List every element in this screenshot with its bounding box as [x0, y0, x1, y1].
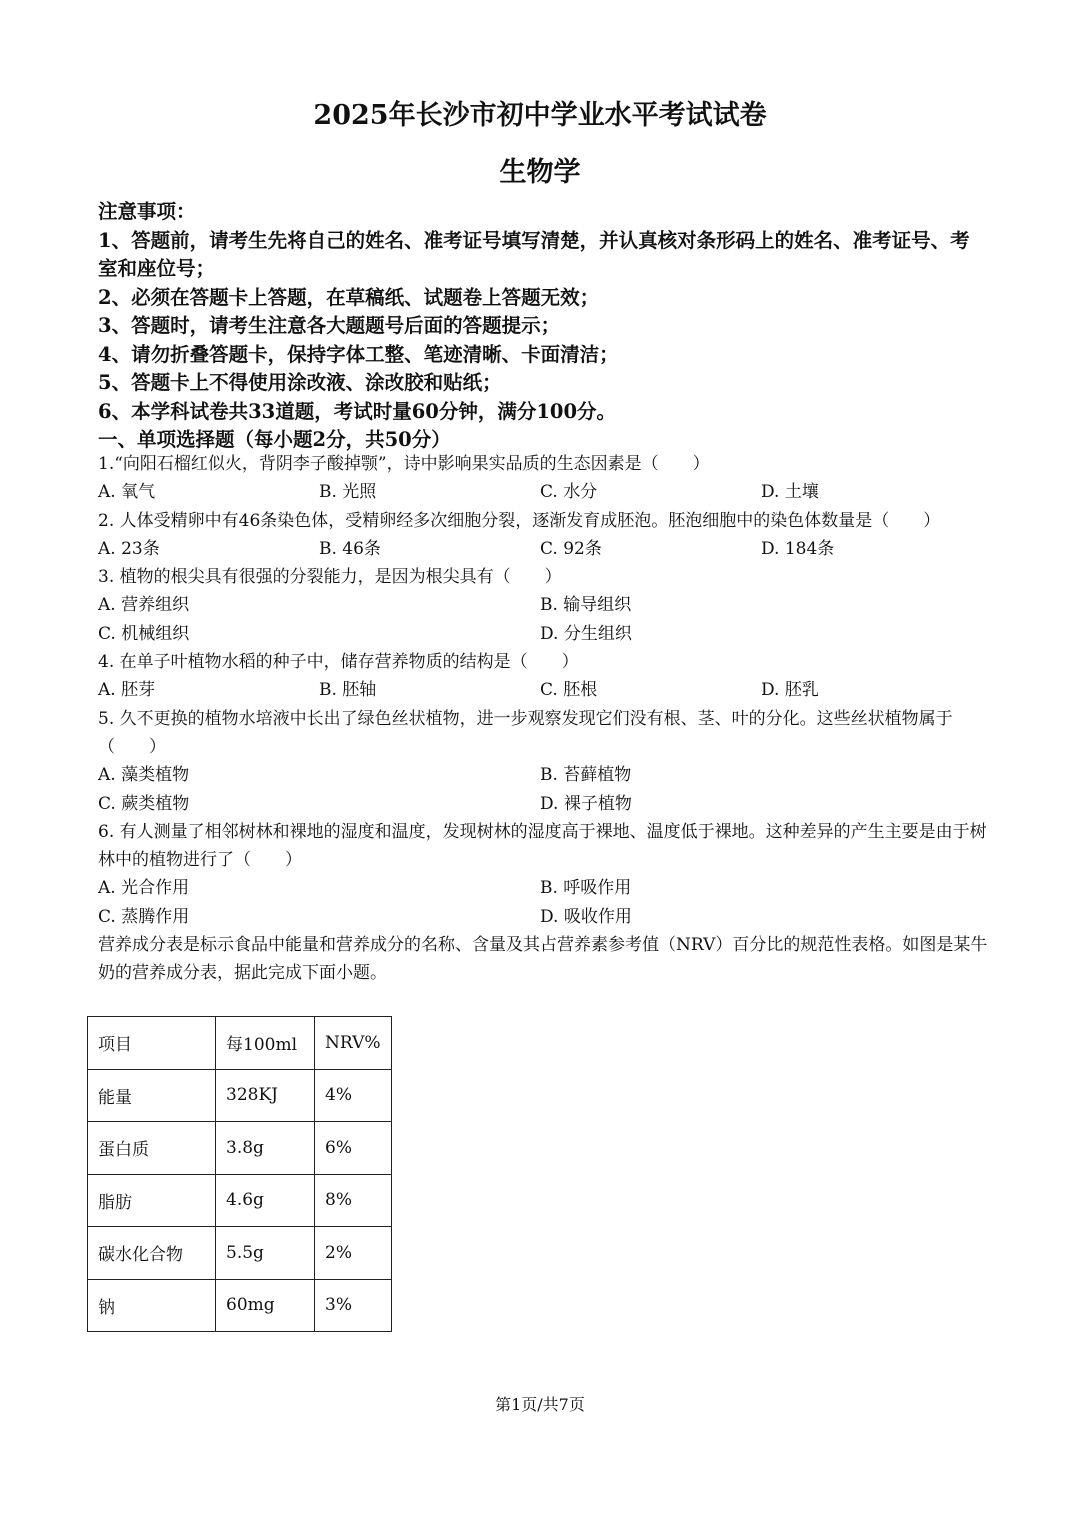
question-stem: 6. 有人测量了相邻树林和裸地的湿度和温度，发现树林的湿度高于裸地、温度低于裸地。这种差异的产生主要是由于树林中的植物进行了（ ） [98, 821, 987, 871]
table-row [88, 1279, 392, 1332]
table-cell: 蛋白质 [88, 1122, 216, 1175]
notice-item: 1、答题前，请考生先将自己的姓名、准考证号填写清楚，并认真核对条形码上的姓名、准考证号、考室和座位号； [98, 228, 970, 280]
option: D. 土壤 [761, 482, 819, 503]
notice-item: 6、本学科试卷共33道题，考试时量60分钟，满分100分。 [98, 399, 617, 423]
questions-block [98, 450, 988, 988]
table-header-row [88, 1017, 392, 1070]
option: B. 胚轴 [319, 680, 377, 701]
table-header-cell: 每100ml [216, 1017, 315, 1070]
question-options [98, 535, 988, 563]
table-cell: 4% [315, 1069, 392, 1122]
notice-item: 2、必须在答题卡上答题，在草稿纸、试题卷上答题无效； [98, 285, 600, 309]
option: B. 呼吸作用 [540, 878, 632, 899]
option: A. 藻类植物 [98, 765, 190, 786]
option: D. 吸收作用 [540, 906, 632, 927]
page-number: 第1页/共7页 [495, 1395, 585, 1414]
table-cell: 5.5g [216, 1227, 315, 1280]
option: A. 光合作用 [98, 878, 190, 899]
section-heading: 一、单项选择题（每小题2分，共50分） [98, 428, 451, 451]
question-stem: 3. 植物的根尖具有很强的分裂能力，是因为根尖具有（ ） [98, 567, 562, 588]
option: A. 营养组织 [98, 595, 190, 616]
option: A. 胚芽 [98, 680, 156, 701]
table-cell: 3% [315, 1279, 392, 1332]
option: D. 分生组织 [540, 623, 632, 644]
table-row [88, 1069, 392, 1122]
question-stem: 5. 久不更换的植物水培液中长出了绿色丝状植物，进一步观察发现它们没有根、茎、叶的分化。这些丝状植物属于（ ） [98, 708, 953, 757]
notice-block [98, 198, 988, 455]
option: D. 胚乳 [761, 680, 819, 701]
table-cell: 2% [315, 1227, 392, 1280]
option: C. 胚根 [540, 680, 598, 701]
table-cell: 6% [315, 1122, 392, 1175]
table-cell: 328KJ [216, 1069, 315, 1122]
table-cell: 脂肪 [88, 1174, 216, 1227]
question-options [98, 903, 988, 931]
subject-title: 生物学 [499, 157, 581, 188]
question-options [98, 761, 988, 789]
table-cell: 钠 [88, 1279, 216, 1332]
option: B. 输导组织 [540, 595, 632, 616]
question-options [98, 676, 988, 704]
option: D. 裸子植物 [540, 793, 632, 814]
table-cell: 3.8g [216, 1122, 315, 1175]
option: B. 光照 [319, 482, 377, 503]
notice-item: 3、答题时，请考生注意各大题题号后面的答题提示； [98, 314, 561, 337]
question-stem: 2. 人体受精卵中有46条染色体，受精卵经多次细胞分裂，逐渐发育成胚泡。胚泡细胞中的染色体数量是（ ） [98, 510, 941, 531]
passage-text: 营养成分表是标示食品中能量和营养成分的名称、含量及其占营养素参考值（NRV）百分比的规范性表格。如图是某牛奶的营养成分表，据此完成下面小题。 [98, 935, 988, 984]
notice-heading: 注意事项： [98, 200, 196, 223]
question-options [98, 591, 988, 619]
table-cell: 碳水化合物 [88, 1227, 216, 1280]
option: C. 蕨类植物 [98, 793, 190, 814]
nutrition-table [87, 1016, 392, 1332]
option: C. 蒸腾作用 [98, 906, 190, 927]
option: C. 水分 [540, 482, 598, 503]
option: A. 氧气 [98, 482, 156, 503]
table-cell: 8% [315, 1174, 392, 1227]
question-options [98, 790, 988, 818]
exam-title: 2025年长沙市初中学业水平考试试卷 [313, 100, 767, 131]
notice-item: 5、答题卡上不得使用涂改液、涂改胶和贴纸； [98, 371, 502, 394]
option: B. 苔藓植物 [540, 765, 632, 786]
question-options [98, 478, 988, 506]
option: B. 46条 [319, 538, 381, 559]
table-cell: 4.6g [216, 1174, 315, 1227]
table-cell: 能量 [88, 1069, 216, 1122]
table-cell: 60mg [216, 1279, 315, 1332]
table-row [88, 1227, 392, 1280]
option: D. 184条 [761, 538, 835, 559]
option: C. 92条 [540, 538, 602, 559]
question-options [98, 874, 988, 902]
question-options [98, 620, 988, 648]
question-stem: 1.“向阳石榴红似火，背阴李子酸掉颚”，诗中影响果实品质的生态因素是（ ） [98, 454, 710, 474]
option: C. 机械组织 [98, 623, 190, 644]
question-stem: 4. 在单子叶植物水稻的种子中，储存营养物质的结构是（ ） [98, 652, 579, 673]
table-header-cell: NRV% [315, 1017, 392, 1070]
table-row [88, 1174, 392, 1227]
notice-item: 4、请勿折叠答题卡，保持字体工整、笔迹清晰、卡面清洁； [98, 342, 619, 366]
table-header-cell: 项目 [88, 1017, 216, 1070]
table-row [88, 1122, 392, 1175]
option: A. 23条 [98, 538, 160, 559]
